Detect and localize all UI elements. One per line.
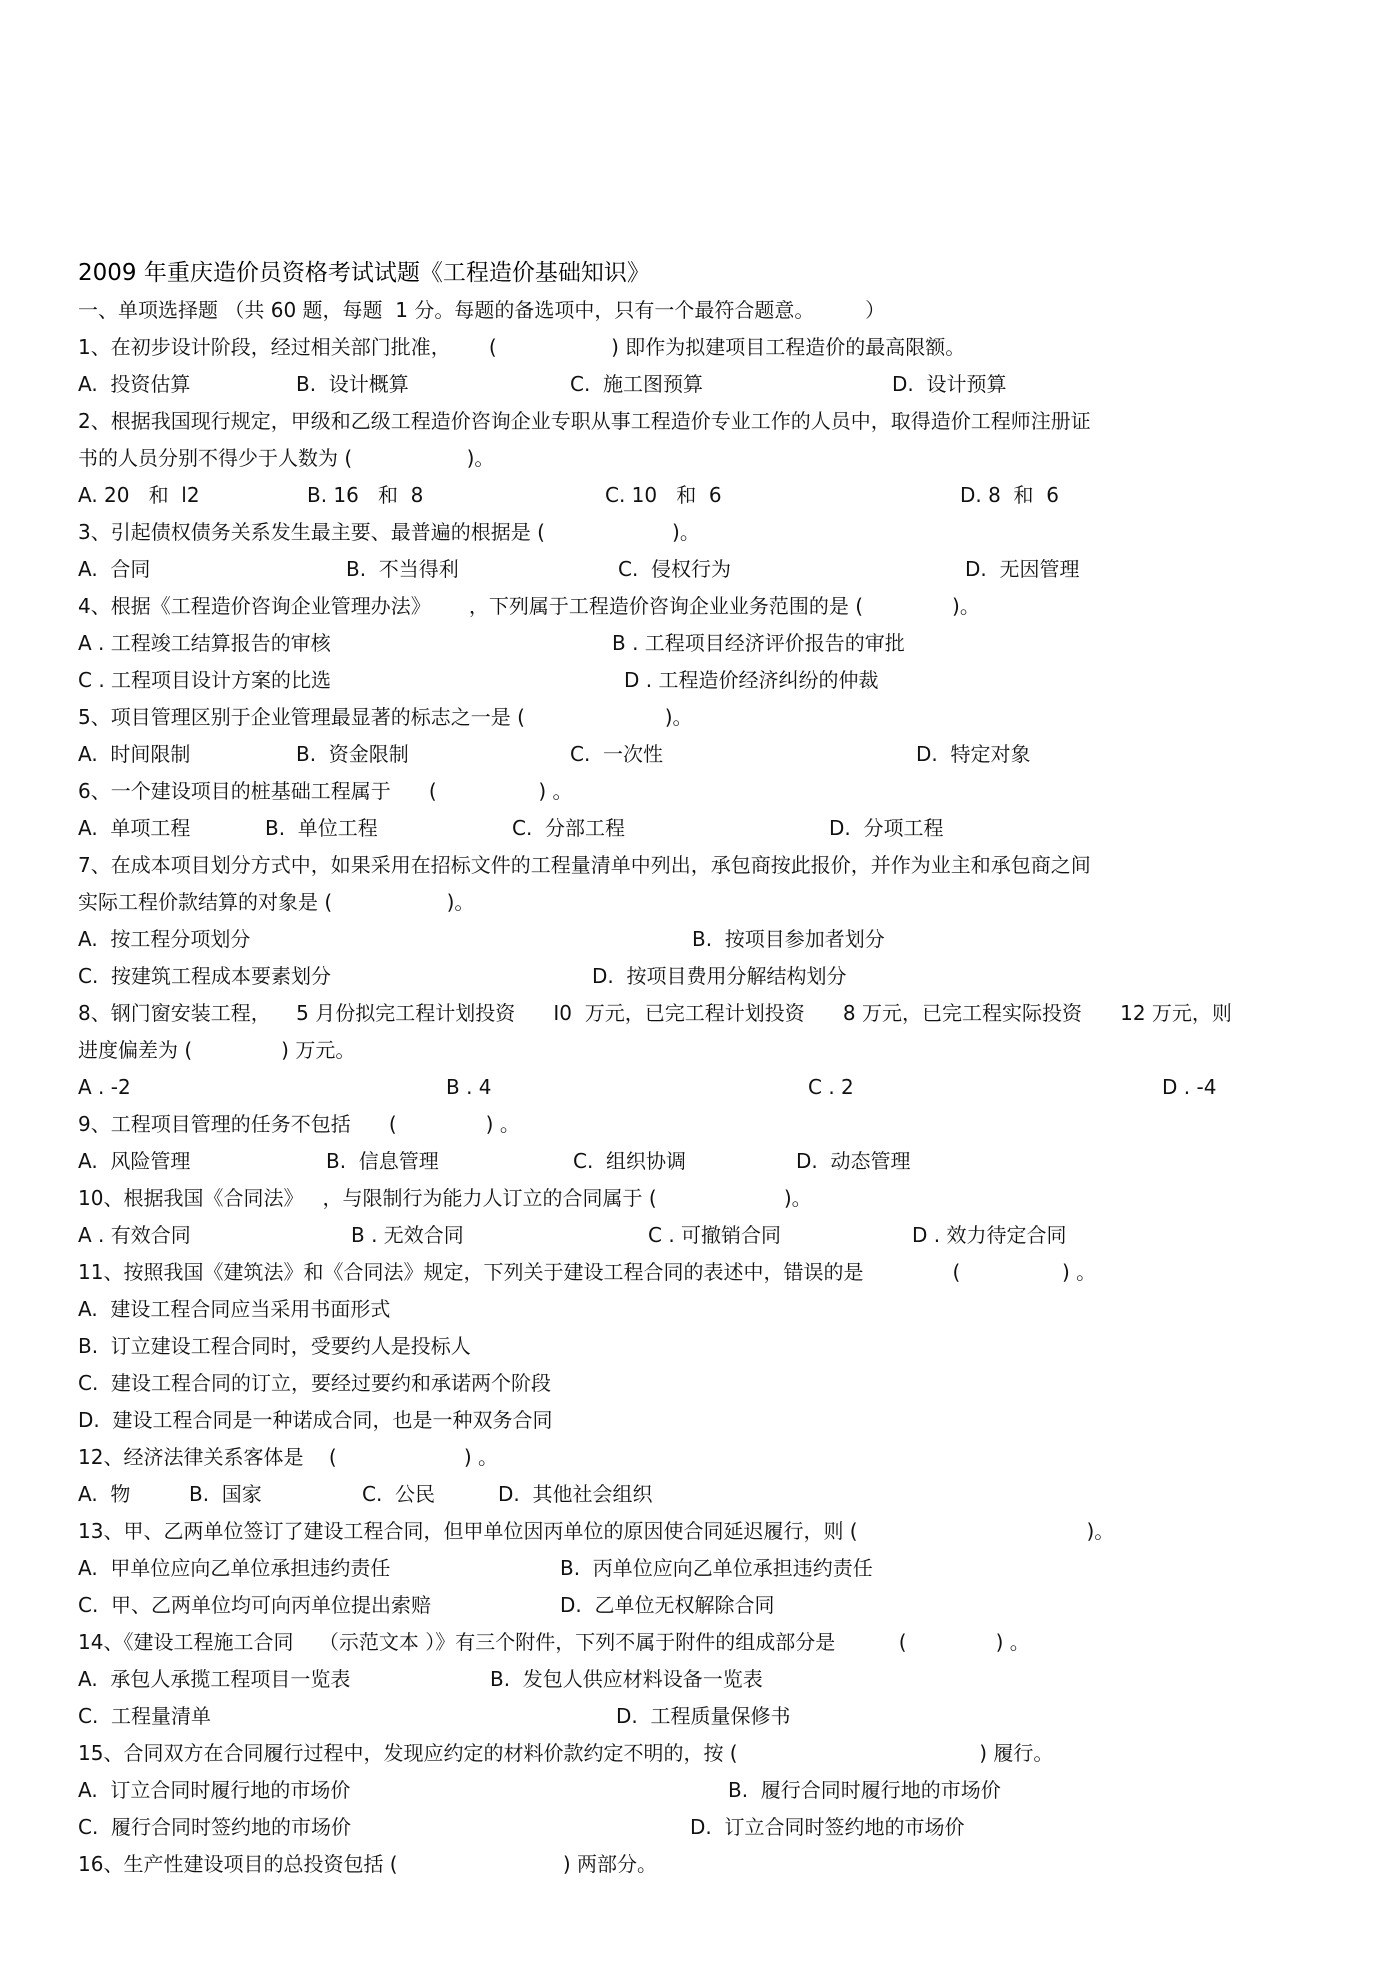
- question-3-option-a: A. 合同: [78, 557, 151, 581]
- question-3-stem: 3、引起债权债务关系发生最主要、最普遍的根据是 ( )。: [78, 520, 700, 544]
- question-2-option-b: B. 16 和 8: [307, 483, 424, 507]
- question-6-option-b: B. 单位工程: [265, 816, 378, 840]
- question-14-option-a: A. 承包人承揽工程项目一览表: [78, 1667, 351, 1691]
- question-14-option-b: B. 发包人供应材料设备一览表: [490, 1667, 763, 1691]
- question-9-option-a: A. 风险管理: [78, 1149, 191, 1173]
- question-10-option-b: B . 无效合同: [351, 1223, 464, 1247]
- question-10-stem: 10、根据我国《合同法》 ，与限制行为能力人订立的合同属于 ( )。: [78, 1186, 812, 1210]
- question-8-option-d: D . -4: [1162, 1075, 1217, 1099]
- question-6-option-d: D. 分项工程: [829, 816, 944, 840]
- question-10-option-d: D . 效力待定合同: [912, 1223, 1067, 1247]
- question-1-option-b: B. 设计概算: [296, 372, 409, 396]
- question-11-option-a: A. 建设工程合同应当采用书面形式: [78, 1297, 391, 1321]
- question-2-stem-line-2: 书的人员分别不得少于人数为 ( )。: [78, 446, 495, 470]
- question-9-option-d: D. 动态管理: [796, 1149, 911, 1173]
- question-11-option-d: D. 建设工程合同是一种诺成合同，也是一种双务合同: [78, 1408, 553, 1432]
- question-13-option-b: B. 丙单位应向乙单位承担违约责任: [560, 1556, 873, 1580]
- question-3-option-d: D. 无因管理: [965, 557, 1080, 581]
- question-10-option-c: C . 可撤销合同: [648, 1223, 782, 1247]
- question-7-option-a: A. 按工程分项划分: [78, 927, 251, 951]
- question-15-stem: 15、合同双方在合同履行过程中，发现应约定的材料价款约定不明的，按 ( ) 履行。: [78, 1741, 1054, 1765]
- question-2-option-a: A. 20 和 l2: [78, 483, 200, 507]
- question-9-option-b: B. 信息管理: [326, 1149, 439, 1173]
- question-13-option-a: A. 甲单位应向乙单位承担违约责任: [78, 1556, 391, 1580]
- question-11-option-b: B. 订立建设工程合同时，受要约人是投标人: [78, 1334, 471, 1358]
- question-2-option-d: D. 8 和 6: [960, 483, 1059, 507]
- question-1-option-a: A. 投资估算: [78, 372, 191, 396]
- question-16-stem: 16、生产性建设项目的总投资包括 ( ) 两部分。: [78, 1852, 658, 1876]
- question-13-stem: 13、甲、乙两单位签订了建设工程合同，但甲单位因丙单位的原因使合同延迟履行，则 ( )。: [78, 1519, 1115, 1543]
- question-13-option-c: C. 甲、乙两单位均可向丙单位提出索赔: [78, 1593, 432, 1617]
- question-2-option-c: C. 10 和 6: [605, 483, 722, 507]
- question-8-option-a: A . -2: [78, 1075, 131, 1099]
- question-6-stem: 6、一个建设项目的桩基础工程属于 ( ) 。: [78, 779, 573, 803]
- question-6-option-a: A. 单项工程: [78, 816, 191, 840]
- question-12-option-a: A. 物: [78, 1482, 131, 1506]
- question-11-stem: 11、按照我国《建筑法》和《合同法》规定，下列关于建设工程合同的表述中，错误的是 ( ) 。: [78, 1260, 1097, 1284]
- question-2-stem-line-1: 2、根据我国现行规定，甲级和乙级工程造价咨询企业专职从事工程造价专业工作的人员中，取得造价工程师注册证: [78, 409, 1091, 433]
- question-15-option-b: B. 履行合同时履行地的市场价: [728, 1778, 1001, 1802]
- section-heading: 一、单项选择题 （共 60 题，每题 1 分。每题的备选项中，只有一个最符合题意。 ）: [78, 298, 886, 322]
- document-title: 2009 年重庆造价员资格考试试题《工程造价基础知识》: [78, 260, 650, 286]
- question-12-option-b: B. 国家: [189, 1482, 262, 1506]
- question-15-option-d: D. 订立合同时签约地的市场价: [690, 1815, 965, 1839]
- question-1-option-d: D. 设计预算: [892, 372, 1007, 396]
- question-14-option-c: C. 工程量清单: [78, 1704, 212, 1728]
- question-4-stem: 4、根据《工程造价咨询企业管理办法》 ，下列属于工程造价咨询企业业务范围的是 ( )。: [78, 594, 980, 618]
- question-10-option-a: A . 有效合同: [78, 1223, 191, 1247]
- question-7-stem-line-1: 7、在成本项目划分方式中，如果采用在招标文件的工程量清单中列出，承包商按此报价，并作为业主和承包商之间: [78, 853, 1091, 877]
- question-12-option-c: C. 公民: [362, 1482, 436, 1506]
- question-5-option-b: B. 资金限制: [296, 742, 409, 766]
- question-4-option-c: C . 工程项目设计方案的比选: [78, 668, 332, 692]
- question-4-option-a: A . 工程竣工结算报告的审核: [78, 631, 331, 655]
- question-5-option-d: D. 特定对象: [916, 742, 1031, 766]
- question-8-stem-line-1: 8、钢门窗安装工程， 5 月份拟完工程计划投资 I0 万元，已完工程计划投资 8 万元，已完工程实际投资 12 万元，则: [78, 1001, 1232, 1025]
- question-13-option-d: D. 乙单位无权解除合同: [560, 1593, 775, 1617]
- question-3-option-c: C. 侵权行为: [618, 557, 732, 581]
- question-15-option-c: C. 履行合同时签约地的市场价: [78, 1815, 352, 1839]
- question-4-option-b: B . 工程项目经济评价报告的审批: [612, 631, 905, 655]
- question-9-option-c: C. 组织协调: [573, 1149, 687, 1173]
- question-8-option-b: B . 4: [446, 1075, 492, 1099]
- question-11-option-c: C. 建设工程合同的订立，要经过要约和承诺两个阶段: [78, 1371, 552, 1395]
- question-5-stem: 5、项目管理区别于企业管理最显著的标志之一是 ( )。: [78, 705, 693, 729]
- question-7-option-d: D. 按项目费用分解结构划分: [592, 964, 847, 988]
- question-3-option-b: B. 不当得利: [346, 557, 459, 581]
- question-12-stem: 12、经济法律关系客体是 ( ) 。: [78, 1445, 498, 1469]
- question-9-stem: 9、工程项目管理的任务不包括 ( ) 。: [78, 1112, 520, 1136]
- question-5-option-a: A. 时间限制: [78, 742, 191, 766]
- question-15-option-a: A. 订立合同时履行地的市场价: [78, 1778, 351, 1802]
- question-8-option-c: C . 2: [808, 1075, 854, 1099]
- question-7-stem-line-2: 实际工程价款结算的对象是 ( )。: [78, 890, 475, 914]
- question-1-stem: 1、在初步设计阶段，经过相关部门批准， ( ) 即作为拟建项目工程造价的最高限额。: [78, 335, 966, 359]
- question-1-option-c: C. 施工图预算: [570, 372, 704, 396]
- question-14-stem: 14、《建设工程施工合同 （示范文本 ）》有三个附件，下列不属于附件的组成部分是 ( ) 。: [78, 1630, 1030, 1654]
- question-4-option-d: D . 工程造价经济纠纷的仲裁: [624, 668, 879, 692]
- question-7-option-c: C. 按建筑工程成本要素划分: [78, 964, 332, 988]
- question-7-option-b: B. 按项目参加者划分: [692, 927, 885, 951]
- question-12-option-d: D. 其他社会组织: [498, 1482, 653, 1506]
- question-8-stem-line-2: 进度偏差为 ( ) 万元。: [78, 1038, 356, 1062]
- question-5-option-c: C. 一次性: [570, 742, 664, 766]
- question-6-option-c: C. 分部工程: [512, 816, 626, 840]
- question-14-option-d: D. 工程质量保修书: [616, 1704, 791, 1728]
